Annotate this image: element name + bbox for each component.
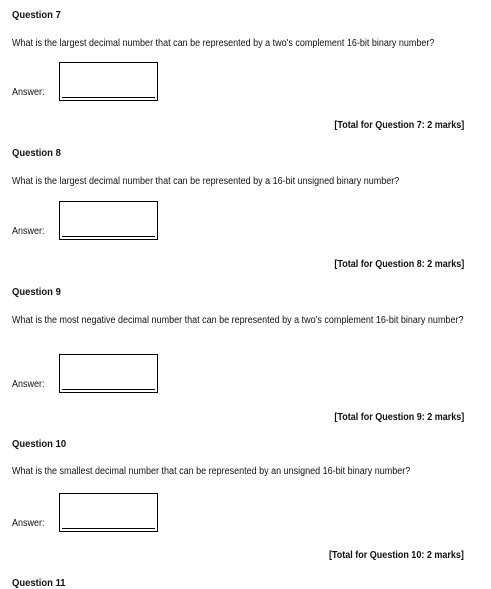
answer-box[interactable]	[59, 201, 158, 240]
question-heading: Question 11	[12, 577, 66, 589]
question-heading: Question 10	[12, 438, 67, 450]
question-total-marks: [Total for Question 7: 2 marks]	[334, 120, 464, 131]
answer-box[interactable]	[59, 354, 158, 393]
question-total-marks: [Total for Question 9: 2 marks]	[334, 412, 464, 423]
question-total-marks: [Total for Question 8: 2 marks]	[334, 259, 464, 270]
question-heading: Question 7	[12, 9, 61, 21]
question-heading: Question 9	[12, 286, 61, 298]
question-total-marks: [Total for Question 10: 2 marks]	[329, 550, 464, 561]
answer-label: Answer:	[12, 518, 45, 529]
question-text: What is the most negative decimal number that can be represented by a two's complement 16-bit binary number?	[12, 315, 464, 326]
answer-label: Answer:	[12, 87, 45, 98]
answer-label: Answer:	[12, 379, 45, 390]
answer-box[interactable]	[59, 493, 158, 532]
question-text: What is the largest decimal number that can be represented by a 16-bit unsigned binary number?	[12, 176, 400, 187]
answer-label: Answer:	[12, 226, 45, 237]
question-heading: Question 8	[12, 147, 61, 159]
question-text: What is the largest decimal number that can be represented by a two's complement 16-bit binary number?	[12, 38, 435, 49]
answer-box[interactable]	[59, 62, 158, 101]
question-text: What is the smallest decimal number that can be represented by an unsigned 16-bit binary number?	[12, 466, 411, 477]
